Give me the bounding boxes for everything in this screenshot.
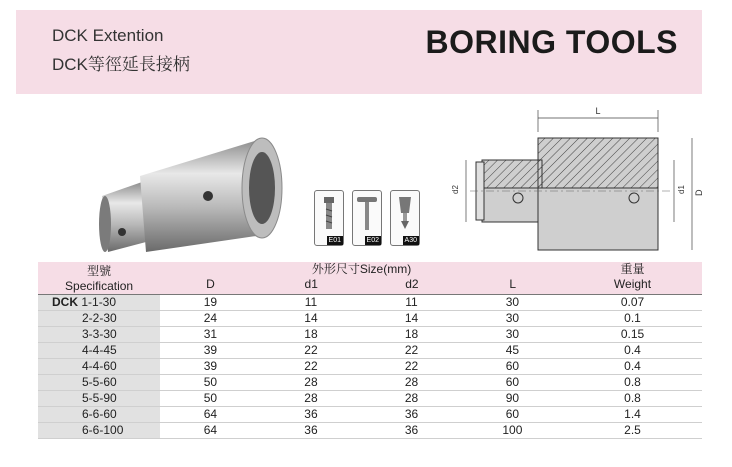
spec-code: 5-5-90 bbox=[82, 391, 117, 405]
cell-d1: 22 bbox=[261, 359, 362, 375]
table-body bbox=[38, 295, 702, 439]
dim-D-label: D bbox=[694, 189, 704, 196]
technical-drawing bbox=[430, 100, 705, 255]
cell-L: 30 bbox=[462, 311, 563, 327]
cell-L: 90 bbox=[462, 391, 563, 407]
icon-tag: A30 bbox=[404, 237, 417, 244]
cell-spec bbox=[38, 359, 160, 375]
cell-D: 64 bbox=[160, 423, 261, 439]
cell-d2: 28 bbox=[361, 391, 462, 407]
cell-spec bbox=[38, 375, 160, 391]
icon-tag: E01 bbox=[328, 237, 341, 244]
spring-tool-icon bbox=[390, 190, 420, 246]
cell-W: 0.8 bbox=[563, 375, 702, 391]
cell-W: 1.4 bbox=[563, 407, 702, 423]
cell-W: 0.15 bbox=[563, 327, 702, 343]
header-spec-en: Specification bbox=[65, 279, 134, 293]
spec-code: 4-4-45 bbox=[82, 343, 117, 357]
cell-W: 0.8 bbox=[563, 391, 702, 407]
table-row bbox=[38, 375, 702, 391]
cell-L: 30 bbox=[462, 295, 563, 311]
cell-D: 50 bbox=[160, 391, 261, 407]
cell-d1: 14 bbox=[261, 311, 362, 327]
header-size-group bbox=[160, 262, 563, 295]
cell-d2: 36 bbox=[361, 423, 462, 439]
cell-W: 2.5 bbox=[563, 423, 702, 439]
cell-D: 19 bbox=[160, 295, 261, 311]
table-row bbox=[38, 391, 702, 407]
cell-d2: 22 bbox=[361, 343, 462, 359]
spec-code: 4-4-60 bbox=[82, 359, 117, 373]
spec-prefix: DCK bbox=[52, 295, 78, 309]
t-wrench-icon bbox=[352, 190, 382, 246]
header-size-label: 外形尺寸Size(mm) bbox=[311, 262, 412, 276]
cell-L: 45 bbox=[462, 343, 563, 359]
header-weight-en: Weight bbox=[613, 277, 652, 291]
header-spec bbox=[38, 262, 160, 295]
table-row bbox=[38, 311, 702, 327]
header-weight-cn: 重量 bbox=[620, 262, 645, 276]
cell-spec bbox=[38, 423, 160, 439]
subtitle-chinese: DCK等徑延長接柄 bbox=[52, 55, 190, 74]
cell-d2: 28 bbox=[361, 375, 462, 391]
cell-spec bbox=[38, 295, 160, 311]
cell-spec bbox=[38, 407, 160, 423]
header-D: D bbox=[206, 277, 215, 291]
header-weight bbox=[563, 262, 702, 295]
cell-d2: 36 bbox=[361, 407, 462, 423]
cell-L: 60 bbox=[462, 359, 563, 375]
cell-W: 0.4 bbox=[563, 343, 702, 359]
table-row bbox=[38, 327, 702, 343]
cell-D: 50 bbox=[160, 375, 261, 391]
cell-spec bbox=[38, 391, 160, 407]
header-L: L bbox=[509, 277, 516, 291]
cell-D: 24 bbox=[160, 311, 261, 327]
spec-code: 5-5-60 bbox=[82, 375, 117, 389]
cell-spec bbox=[38, 327, 160, 343]
cell-D: 39 bbox=[160, 359, 261, 375]
spec-code: 6-6-60 bbox=[82, 407, 117, 421]
header-spec-cn: 型號 bbox=[87, 264, 112, 278]
spec-code: 3-3-30 bbox=[82, 327, 117, 341]
table-row bbox=[38, 407, 702, 423]
table-row bbox=[38, 423, 702, 439]
cell-L: 60 bbox=[462, 375, 563, 391]
cell-d2: 18 bbox=[361, 327, 462, 343]
cell-W: 0.07 bbox=[563, 295, 702, 311]
cell-d1: 18 bbox=[261, 327, 362, 343]
cell-W: 0.1 bbox=[563, 311, 702, 327]
header-dim-cols bbox=[160, 277, 563, 291]
cell-d1: 28 bbox=[261, 391, 362, 407]
dim-d2-label: d2 bbox=[451, 185, 460, 194]
cell-L: 30 bbox=[462, 327, 563, 343]
page-title: BORING TOOLS bbox=[425, 24, 678, 60]
header-d1: d1 bbox=[304, 277, 318, 291]
icon-tag: E02 bbox=[366, 237, 379, 244]
cell-d2: 11 bbox=[361, 295, 462, 311]
cell-D: 64 bbox=[160, 407, 261, 423]
cell-D: 39 bbox=[160, 343, 261, 359]
dim-d1-label: d1 bbox=[677, 185, 686, 194]
cell-d2: 22 bbox=[361, 359, 462, 375]
cell-L: 60 bbox=[462, 407, 563, 423]
cell-d1: 28 bbox=[261, 375, 362, 391]
cell-spec bbox=[38, 343, 160, 359]
cell-spec bbox=[38, 311, 160, 327]
subtitle-english: DCK Extention bbox=[52, 26, 164, 45]
table-header-row bbox=[38, 262, 702, 295]
table-row bbox=[38, 295, 702, 311]
allen-screw-icon bbox=[314, 190, 344, 246]
cell-d1: 36 bbox=[261, 407, 362, 423]
cell-W: 0.4 bbox=[563, 359, 702, 375]
header-banner bbox=[16, 10, 702, 94]
cell-d1: 36 bbox=[261, 423, 362, 439]
spec-code: 2-2-30 bbox=[82, 311, 117, 325]
specification-table bbox=[38, 262, 702, 439]
spec-code: 6-6-100 bbox=[82, 423, 124, 437]
cell-d1: 11 bbox=[261, 295, 362, 311]
dim-L-label: L bbox=[595, 106, 601, 116]
cell-d2: 14 bbox=[361, 311, 462, 327]
cell-D: 31 bbox=[160, 327, 261, 343]
table-row bbox=[38, 343, 702, 359]
table-row bbox=[38, 359, 702, 375]
figure-area bbox=[16, 94, 702, 256]
cell-d1: 22 bbox=[261, 343, 362, 359]
header-d2: d2 bbox=[405, 277, 419, 291]
cell-L: 100 bbox=[462, 423, 563, 439]
tool-photo bbox=[90, 124, 290, 254]
spec-code: 1-1-30 bbox=[81, 295, 117, 309]
